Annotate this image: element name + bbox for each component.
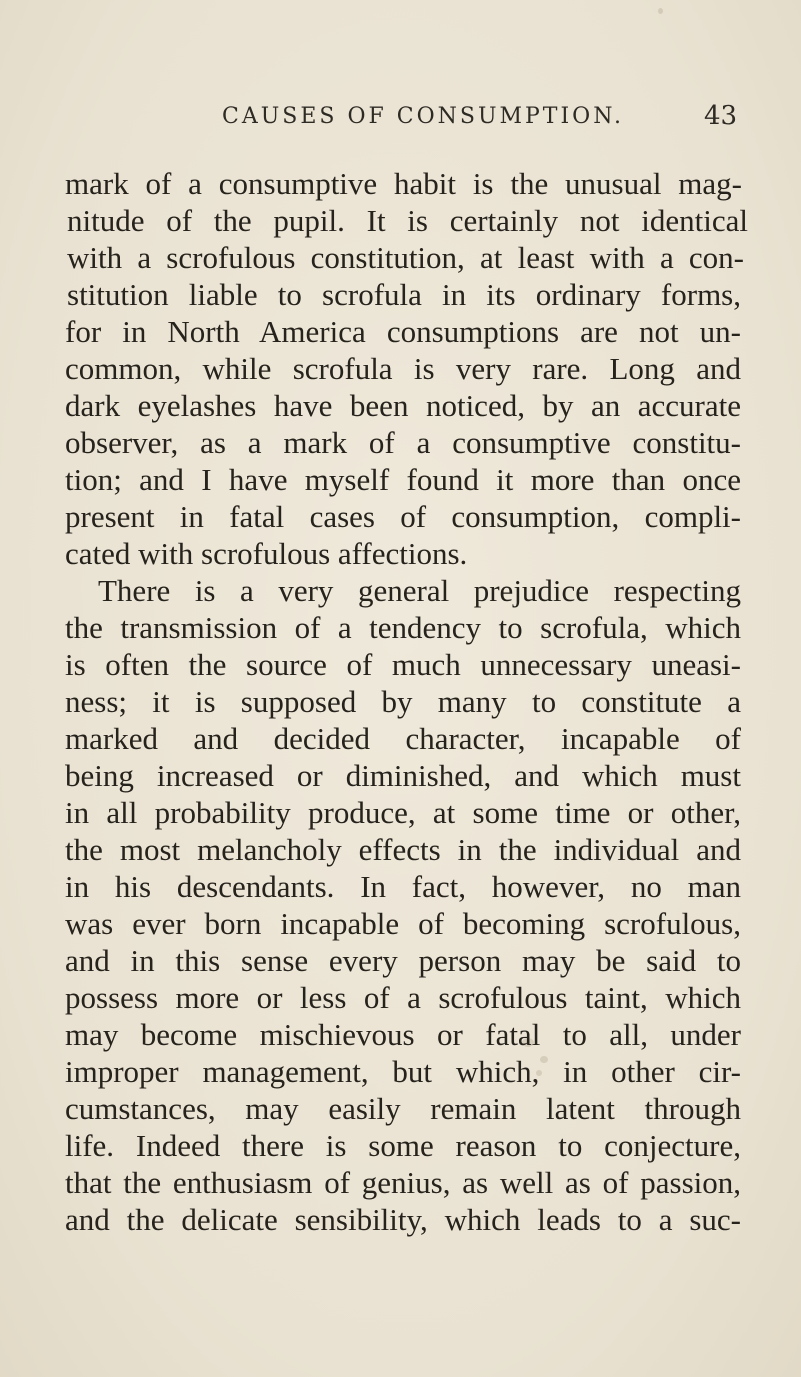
text-line: with a scrofulous constitution, at least with a con-: [67, 240, 744, 275]
text-line: and in this sense every person may be said to: [65, 943, 741, 978]
text-line: the most melancholy effects in the individual and: [65, 832, 741, 867]
text-line: cumstances, may easily remain latent through: [65, 1091, 741, 1126]
text-line: cated with scrofulous affections.: [65, 536, 468, 571]
running-header: [0, 101, 801, 144]
text-line: present in fatal cases of consumption, compli-: [65, 499, 741, 534]
text-line: is often the source of much unnecessary uneasi-: [65, 647, 741, 682]
text-line: for in North America consumptions are not un-: [65, 314, 741, 349]
text-line: that the enthusiasm of genius, as well as of passion,: [65, 1165, 741, 1200]
text-line: observer, as a mark of a consumptive constitu-: [65, 425, 741, 460]
text-line: ness; it is supposed by many to constitute a: [65, 684, 741, 719]
text-line: the transmission of a tendency to scrofula, which: [65, 610, 741, 645]
text-line: mark of a consumptive habit is the unusual mag-: [65, 166, 742, 201]
text-line: in all probability produce, at some time or other,: [65, 795, 741, 830]
text-line: nitude of the pupil. It is certainly not identical: [67, 203, 748, 238]
text-line: There is a very general prejudice respecting: [98, 573, 741, 608]
text-line: was ever born incapable of becoming scrofulous,: [65, 906, 741, 941]
text-line: in his descendants. In fact, however, no man: [65, 869, 741, 904]
text-line: improper management, but which, in other cir-: [65, 1054, 741, 1089]
text-line: possess more or less of a scrofulous taint, which: [65, 980, 741, 1015]
page-number: 43: [704, 101, 738, 131]
text-line: dark eyelashes have been noticed, by an accurate: [65, 388, 741, 423]
paper-stain: [658, 8, 663, 14]
text-line: and the delicate sensibility, which leads to a suc-: [65, 1202, 741, 1237]
text-line: marked and decided character, incapable of: [65, 721, 741, 756]
running-title: CAUSES OF CONSUMPTION.: [222, 104, 625, 129]
text-line: may become mischievous or fatal to all, under: [65, 1017, 741, 1052]
text-line: tion; and I have myself found it more than once: [65, 462, 741, 497]
text-line: being increased or diminished, and which must: [65, 758, 741, 793]
text-line: common, while scrofula is very rare. Long and: [65, 351, 741, 386]
text-line: life. Indeed there is some reason to conjecture,: [65, 1128, 741, 1163]
text-line: stitution liable to scrofula in its ordinary forms,: [67, 277, 741, 312]
